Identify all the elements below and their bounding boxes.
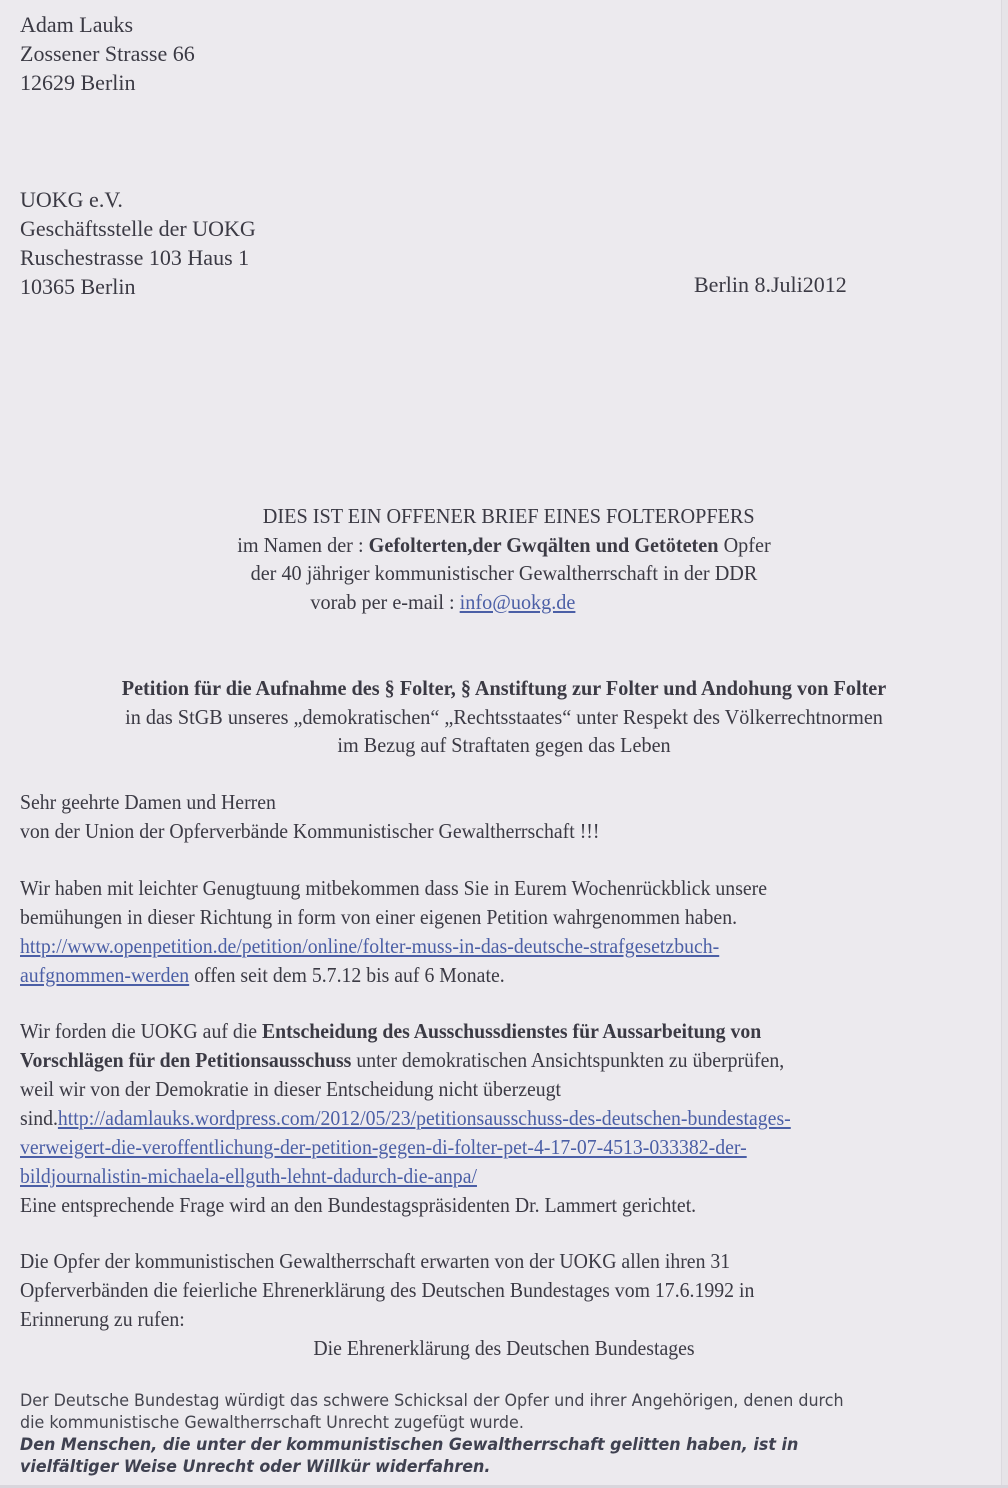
wordpress-link-cont-1[interactable]: verweigert-die-veroffentlichung-der-petition-gegen-di-folter-pet-4-17-07-4513-033382-der- <box>20 1135 747 1159</box>
email-link[interactable]: info@uokg.de <box>459 589 576 614</box>
heading-suffix: Opfer <box>718 532 771 557</box>
paragraph-1 <box>20 874 767 990</box>
p3-line-1: Die Opfer der kommunistischen Gewaltherrschaft erwarten von der UOKG allen ihren 31 <box>20 1249 731 1273</box>
p3-line-2: Opferverbänden die feierliche Ehrenerklärung des Deutschen Bundestages vom 17.6.1992 in <box>20 1278 755 1302</box>
heading-bold-victims: Gefolterten,der Gwqälten und Getöteten <box>368 532 719 557</box>
p3-line-3: Erinnerung zu rufen: <box>20 1307 185 1331</box>
letter-date: Berlin 8.Juli2012 <box>694 272 847 297</box>
ehrenerklaerung-quote <box>20 1390 844 1478</box>
quote-line-4: vielfältiger Weise Unrecht oder Willkür widerfahren. <box>20 1457 491 1476</box>
p2-line-6 <box>20 1162 791 1191</box>
p2-prefix: Wir forden die UOKG auf die <box>20 1019 262 1043</box>
p1-line-4 <box>20 961 767 990</box>
petition-subject <box>30 674 978 760</box>
p2-line-5 <box>20 1133 791 1162</box>
p1-line-2: bemühungen in dieser Richtung in form von einer eigenen Petition wahrgenommen haben. <box>20 905 738 929</box>
p2-line-7: Eine entsprechende Frage wird an den Bundestagspräsidenten Dr. Lammert gerichtet. <box>20 1193 697 1217</box>
p1-line-1: Wir haben mit leichter Genugtuung mitbekommen dass Sie in Eurem Wochenrückblick unsere <box>20 876 768 900</box>
quote-line-3: Den Menschen, die unter der kommunistischen Gewaltherrschaft gelitten haben, ist in <box>20 1435 799 1454</box>
p1-open-since: offen seit dem 5.7.12 bis auf 6 Monate. <box>189 963 505 987</box>
petition-line-2: in das StGB unseres „demokratischen“ „Rechtsstaates“ unter Respekt des Völkerrechtnormen <box>125 704 883 729</box>
recipient-address <box>20 185 256 301</box>
paragraph-3 <box>20 1247 754 1334</box>
p2-line-2-rest: unter demokratischen Ansichtspunkten zu überprüfen, <box>351 1048 785 1072</box>
heading-prefix: im Namen der : <box>237 532 369 557</box>
recipient-org: UOKG e.V. <box>20 187 123 212</box>
p2-sind: sind. <box>20 1106 58 1130</box>
p2-line-4 <box>20 1104 791 1133</box>
p2-bold-1: Entscheidung des Ausschussdienstes für Aussarbeitung von <box>261 1019 762 1043</box>
p2-bold-2: Vorschlägen für den Petitionsausschuss <box>20 1048 352 1072</box>
recipient-city: 10365 Berlin <box>20 274 136 299</box>
quote-line-2: die kommunistische Gewaltherrschaft Unrecht zugefügt wurde. <box>20 1413 524 1432</box>
paragraph-2 <box>20 1017 791 1220</box>
sender-address <box>20 10 195 97</box>
p2-line-1 <box>20 1017 791 1046</box>
quote-line-1: Der Deutsche Bundestag würdigt das schwere Schicksal der Opfer und ihrer Angehörigen, denen durch <box>20 1391 844 1410</box>
openpetition-link[interactable]: http://www.openpetition.de/petition/online/folter-muss-in-das-deutsche-strafgesetzbuch- <box>20 934 720 958</box>
sender-street: Zossener Strasse 66 <box>20 41 195 66</box>
petition-line-1: Petition für die Aufnahme des § Folter, § Anstiftung zur Folter und Andohung von Folter <box>121 676 887 700</box>
salutation-line-1: Sehr geehrte Damen und Herren <box>20 790 276 814</box>
recipient-street: Ruschestrasse 103 Haus 1 <box>20 245 250 270</box>
sender-name: Adam Lauks <box>20 12 134 37</box>
heading-line-3: der 40 jähriger kommunistischer Gewaltherrschaft in der DDR <box>250 561 758 585</box>
heading-line-4 <box>30 588 978 617</box>
petition-line-3: im Bezug auf Straftaten gegen das Leben <box>337 733 671 757</box>
p1-line-3 <box>20 932 767 961</box>
salutation-line-2: von der Union der Opferverbände Kommunistischer Gewaltherrschaft !!! <box>20 819 600 843</box>
wordpress-link-cont-2[interactable]: bildjournalistin-michaela-ellguth-lehnt-dadurch-die-anpa/ <box>20 1164 477 1188</box>
heading-line-2 <box>30 531 978 560</box>
ehrenerklaerung-title: Die Ehrenerklärung des Deutschen Bundestages <box>313 1336 695 1360</box>
wordpress-link[interactable]: http://adamlauks.wordpress.com/2012/05/23/petitionsausschuss-des-deutschen-bundestages- <box>57 1106 791 1130</box>
p2-line-3: weil wir von der Demokratie in dieser Entscheidung nicht überzeugt <box>20 1077 562 1101</box>
openpetition-link-cont[interactable]: aufgnommen-werden <box>20 963 190 987</box>
salutation <box>20 788 599 846</box>
page-edge <box>1001 0 1008 1488</box>
heading-line-1: DIES IST EIN OFFENER BRIEF EINES FOLTEROPFERS <box>262 504 755 528</box>
email-label: vorab per e-mail : <box>310 589 460 614</box>
p2-line-2 <box>20 1046 791 1075</box>
letter-heading <box>30 502 978 616</box>
sender-city: 12629 Berlin <box>20 70 136 95</box>
recipient-office: Geschäftsstelle der UOKG <box>20 216 256 241</box>
